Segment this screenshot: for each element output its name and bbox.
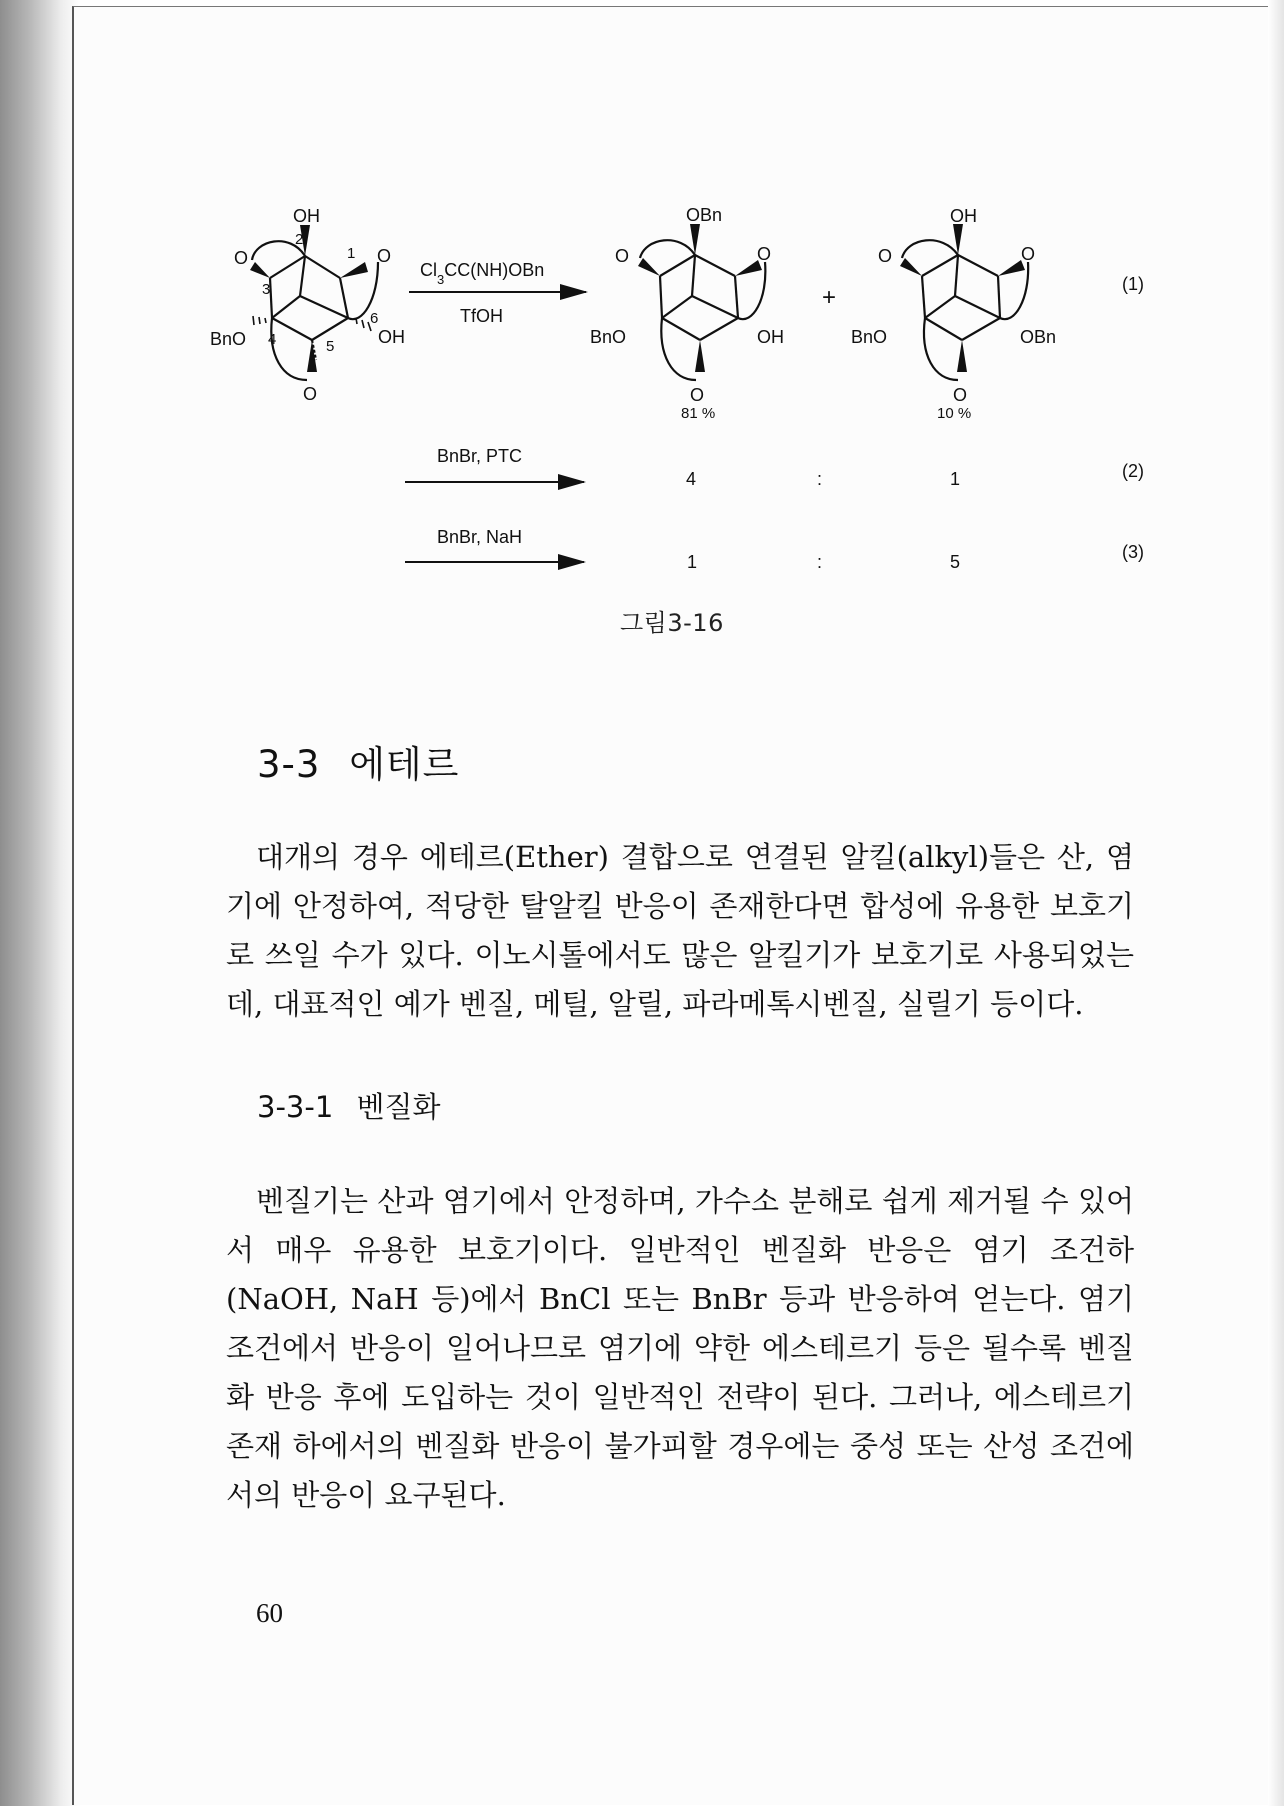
plus-sign: + <box>822 284 837 311</box>
product-b-o-right: O <box>1021 244 1036 264</box>
product-a-top: OBn <box>686 205 723 225</box>
wedge-bond <box>250 262 270 278</box>
product-a-o-left: O <box>615 246 630 266</box>
reagent-1-bottom: TfOH <box>460 306 503 326</box>
wedge-bond <box>638 258 660 276</box>
product-a-o-right: O <box>757 244 772 264</box>
ratio-2-right: 1 <box>950 469 961 489</box>
product-b-bno: BnO <box>851 327 888 347</box>
product-b-right: OBn <box>1020 327 1057 347</box>
wedge-bond <box>340 262 368 278</box>
product-a-o-bottom: O <box>690 385 705 405</box>
section-paragraph-2: 벤질기는 산과 염기에서 안정하며, 가수소 분해로 쉽게 제거될 수 있어서 매우 유용한 보호기이다. 일반적인 벤질화 반응은 염기 조건하(NaOH, NaH 등)에서 BnCl 또는 BnBr 등과 반응하여 얻는다. 염기 조건에서 반응이 일어나므로 염기에 약한 에스테르기 등은 될수록 벤질화 반응 후에 도입하는 것이 일반적인 전략이 된다. 그러나, 에스테르기 존재 하에서의 벤질화 반응이 불가피할 경우에는 중성 또는 산성 조건에서의 반응이 요구된다. <box>226 1184 1134 1512</box>
ratio-3-left: 1 <box>687 552 698 572</box>
sm-oh-right: OH <box>378 327 405 347</box>
subsection-heading: 3-3-1 벤질화 <box>257 1090 441 1124</box>
sm-oh-top: OH <box>293 206 320 226</box>
equation-number-1: (1) <box>1122 274 1144 294</box>
product-b-structure <box>902 240 1028 380</box>
reagent-1-top: $Cl_3CC(NH)OBn$ <box>420 260 545 287</box>
starting-material-structure <box>252 241 378 380</box>
wedge-bond <box>900 258 922 276</box>
reagent-2: BnBr, PTC <box>437 446 523 466</box>
product-a-bno: BnO <box>590 327 627 347</box>
product-b-yield: 10 % <box>937 405 972 422</box>
ratio-2-colon: : <box>817 469 823 489</box>
ratio-2-left: 4 <box>686 469 697 489</box>
sm-num-3: 3 <box>262 281 271 298</box>
section-heading: 3-3 에테르 <box>257 743 460 786</box>
wedge-bond <box>695 340 705 372</box>
ratio-3-colon: : <box>817 552 823 572</box>
reagent-3: BnBr, NaH <box>437 527 523 547</box>
figure-caption: 그림3-16 <box>620 609 724 637</box>
ratio-3-right: 5 <box>950 552 961 572</box>
sm-num-5: 5 <box>326 338 335 355</box>
section-paragraph-1: 대개의 경우 에테르(Ether) 결합으로 연결된 알킬(alkyl)들은 산, 염기에 안정하여, 적당한 탈알킬 반응이 존재한다면 합성에 유용한 보호기로 쓰일 수가 있다. 이노시톨에서도 많은 알킬기가 보호기로 사용되었는데, 대표적인 예가 벤질, 메틸, 알릴, 파라메톡시벤질, 실릴기 등이다. <box>226 840 1134 1021</box>
product-a-right: OH <box>757 327 784 347</box>
sm-o-left: O <box>234 248 249 268</box>
product-a-yield: 81 % <box>681 405 716 422</box>
product-b-o-bottom: O <box>953 385 968 405</box>
sm-num-2: 2 <box>295 231 304 248</box>
page-number: 60 <box>256 1598 283 1628</box>
sm-o-right: O <box>377 246 392 266</box>
product-b-o-left: O <box>878 246 893 266</box>
sm-o-bottom: O <box>303 384 318 404</box>
product-b-top: OH <box>950 206 977 226</box>
sm-num-4: 4 <box>268 331 277 348</box>
sm-bno: BnO <box>210 329 247 349</box>
equation-number-3: (3) <box>1122 542 1144 562</box>
equation-number-2: (2) <box>1122 461 1144 481</box>
reaction-scheme <box>0 0 1284 640</box>
wedge-bond <box>957 340 967 372</box>
sm-num-6: 6 <box>370 310 379 327</box>
sm-num-1: 1 <box>347 245 356 262</box>
